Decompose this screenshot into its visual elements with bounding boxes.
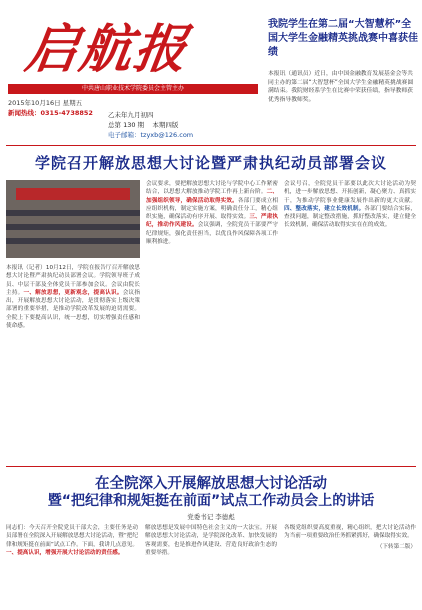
publisher-bar: 中共唐山职业技术学院委员会主管主办 <box>8 84 258 94</box>
continued-note: （下转第二版） <box>376 543 416 550</box>
article1-headline: 学院召开解放思想大讨论暨严肃执纪动员部署会议 <box>34 154 387 172</box>
issue-meta <box>108 110 268 140</box>
issue-date-line <box>8 98 258 107</box>
article2-col2: 解放思想是发展中国特色社会主义的一大法宝。开展解放思想大讨论活动，是学院深化改革、加快发展的客观需要，也是推进作风建设、营造良好政治生态的重要举措。 <box>145 525 277 556</box>
mid-divider <box>6 466 416 467</box>
article2-headline-1: 在全院深入开展解放思想大讨论活动 <box>95 476 327 492</box>
email: 电子邮箱：tzyxb@126.com <box>108 131 194 139</box>
article2-col1: 同志们：今天召开全院党员干部大会，主要任务是动员部署在全院深入开展解放思想大讨论活动，暨“把纪律和规矩挺在前面”试点工作。下面，我讲几点意见。一、提高认识，增强开展大讨论活动的责任感。 <box>6 525 138 556</box>
issue-date: 2015年10月16日 星期五 <box>8 99 83 107</box>
news-hotline: 新闻热线：0315-4738852 <box>8 109 93 117</box>
teaser-headline: 我院学生在第二届“大智慧杯”全国大学生金融精英挑战赛中喜获佳绩 <box>268 19 418 58</box>
newspaper-logo: 启航报 <box>21 19 193 80</box>
page-count: 本期四版 <box>152 121 179 129</box>
issue-number-line <box>108 120 268 130</box>
lunar-date: 乙未年九月初四 <box>108 111 154 119</box>
article1-col2: 会议要求，要把解放思想大讨论与学院中心工作紧密结合，以思想大解放推动学院工作再上新台阶。二、加强组织领导，确保活动取得实效。各部门要成立相应组织机构，制定实施方案，明确责任分工，精心组织实施，确保活动有序开展、取得实效。三、严肃执纪，推动作风建设。会议强调，全院党员干部要严守纪律规矩，强化责任担当，以优良作风保障各项工作顺利推进。 <box>146 181 278 246</box>
article2-headline-2: 暨“把纪律和规矩挺在前面”试点工作动员会上的讲话 <box>47 493 375 509</box>
meeting-photo <box>6 180 140 258</box>
article2-col3: 各级党组织要高度重视，精心组织，把大讨论活动作为当前一项重要政治任务抓紧抓好，确保取得实效。 （下转第二版） <box>284 525 416 550</box>
article1-col3: 会议号召，全院党员干部要以此次大讨论活动为契机，进一步解放思想、开拓创新，凝心聚力、真抓实干，为推动学院事业健康发展作出新的更大贡献。四、整改落实，建立长效机制。各部门要结合实际，查找问题，制定整改措施，抓好整改落实，建立健全长效机制，确保活动取得实实在在的成效。 <box>284 181 416 229</box>
article1-col1: 本报讯（记者）10月12日，学院在报告厅召开解放思想大讨论暨严肃执纪动员部署会议。学院领导班子成员、中层干部及全体党员干部参加会议。会议由院长主持。一、解放思想，更新观念，提高认识。会议指出，开展解放思想大讨论活动，是贯彻落实上级决策部署的重要举措，是推动学院改革发展的迫切需要。全院上下要提高认识，统一思想，切实增强责任感和使命感。 <box>6 265 140 330</box>
article2-byline: 党委书记 李德彪 <box>187 513 235 521</box>
issue-number: 总第 130 期 <box>108 121 145 129</box>
top-divider <box>6 145 416 146</box>
teaser-body: 本报讯（通讯员）近日，由中国金融教育发展基金会等共同主办的第二届“大智慧杯”全国大学生金融精英挑战赛圆满结束。我院财经系学生在比赛中荣获佳绩，指导教师获优秀指导教师奖。 <box>268 71 414 103</box>
